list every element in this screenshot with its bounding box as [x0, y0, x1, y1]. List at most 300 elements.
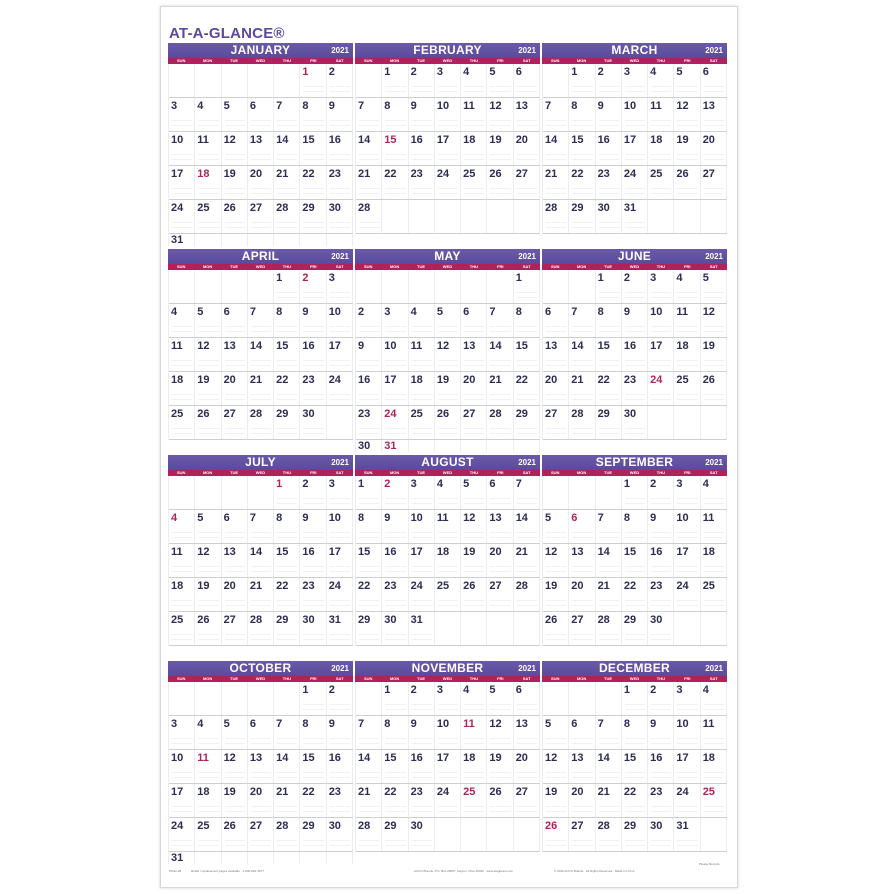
day-cell — [648, 200, 674, 233]
week-row — [356, 750, 540, 784]
day-cell — [674, 476, 700, 509]
writing-line — [599, 537, 619, 538]
writing-line — [198, 433, 218, 434]
writing-line — [359, 326, 379, 327]
day-number: 5 — [545, 718, 552, 730]
weekday-label: THU — [656, 470, 666, 475]
day-number: 2 — [302, 478, 309, 490]
writing-line — [330, 777, 350, 778]
writing-line — [385, 159, 405, 160]
day-cell — [435, 406, 461, 439]
day-cell — [648, 818, 674, 851]
day-number: 17 — [436, 134, 450, 146]
writing-line — [330, 537, 350, 538]
day-cell — [569, 612, 595, 645]
day-number: 11 — [676, 306, 689, 318]
day-cell — [514, 510, 540, 543]
day-cell — [622, 372, 648, 405]
writing-line — [517, 433, 537, 434]
day-number: 20 — [489, 546, 502, 558]
day-cell — [195, 234, 221, 246]
writing-line — [225, 394, 245, 395]
week-row — [356, 716, 540, 750]
writing-line — [303, 91, 323, 92]
day-cell — [409, 784, 435, 817]
writing-line — [412, 566, 432, 567]
day-number: 15 — [302, 752, 315, 764]
day-number: 16 — [302, 546, 315, 558]
writing-line — [464, 159, 484, 160]
writing-line — [572, 399, 592, 400]
day-cell — [356, 200, 382, 233]
day-number: 1 — [276, 478, 283, 490]
day-number: 22 — [302, 786, 315, 798]
writing-line — [303, 709, 323, 710]
day-number: 26 — [489, 786, 502, 798]
writing-line — [277, 772, 297, 773]
day-cell — [701, 682, 727, 715]
writing-line — [330, 571, 350, 572]
writing-line — [438, 704, 458, 705]
day-number: 7 — [489, 306, 496, 318]
writing-line — [359, 772, 379, 773]
writing-line — [359, 154, 379, 155]
day-number: 10 — [676, 512, 689, 524]
writing-line — [438, 365, 458, 366]
writing-line — [625, 428, 645, 429]
day-number: 16 — [328, 134, 341, 146]
day-number: 17 — [328, 340, 341, 352]
day-cell — [274, 612, 300, 645]
day-cell — [356, 64, 382, 97]
day-number: 2 — [302, 272, 309, 284]
day-number: 17 — [650, 340, 663, 352]
writing-line — [172, 566, 192, 567]
writing-line — [385, 188, 405, 189]
writing-line — [572, 125, 592, 126]
day-cell — [222, 476, 248, 509]
month-days — [168, 270, 353, 440]
writing-line — [198, 738, 218, 739]
day-number: 19 — [463, 546, 476, 558]
day-cell — [327, 64, 353, 97]
day-cell — [622, 200, 648, 233]
writing-line — [625, 571, 645, 572]
writing-line — [198, 743, 218, 744]
writing-line — [330, 709, 350, 710]
day-number: 4 — [650, 66, 657, 78]
writing-line — [438, 125, 458, 126]
writing-line — [677, 806, 697, 807]
day-number: 2 — [384, 478, 391, 490]
writing-line — [517, 154, 537, 155]
writing-line — [677, 159, 697, 160]
writing-line — [412, 159, 432, 160]
writing-line — [464, 120, 484, 121]
writing-line — [277, 193, 297, 194]
writing-line — [517, 503, 537, 504]
footer-code: PM12-28 — [169, 869, 182, 873]
writing-line — [625, 743, 645, 744]
writing-line — [677, 503, 697, 504]
day-number: 14 — [597, 752, 610, 764]
writing-line — [651, 91, 671, 92]
weekday-label: THU — [469, 58, 479, 63]
footer-left: Refills / replacement pages available · 1-800-822-1577 — [191, 869, 264, 873]
day-number: 15 — [384, 134, 397, 146]
writing-line — [546, 154, 566, 155]
day-cell — [543, 166, 569, 199]
writing-line — [251, 428, 271, 429]
writing-line — [651, 811, 671, 812]
writing-line — [359, 743, 379, 744]
week-row — [543, 270, 727, 304]
day-number: 18 — [197, 786, 210, 798]
weekday-label: TUE — [230, 264, 239, 269]
day-number: 4 — [676, 272, 683, 284]
writing-line — [572, 326, 592, 327]
day-cell — [382, 132, 408, 165]
writing-line — [572, 222, 592, 223]
day-number: 3 — [171, 100, 178, 112]
writing-line — [330, 154, 350, 155]
writing-line — [599, 811, 619, 812]
writing-line — [172, 365, 192, 366]
day-number: 31 — [676, 820, 689, 832]
day-cell — [596, 682, 622, 715]
writing-line — [251, 537, 271, 538]
day-cell — [435, 338, 461, 371]
day-number: 30 — [328, 820, 341, 832]
day-cell — [543, 406, 569, 439]
day-cell — [409, 338, 435, 371]
week-row — [169, 612, 353, 646]
day-number: 9 — [410, 718, 417, 730]
day-number: 27 — [571, 820, 584, 832]
day-cell — [514, 818, 540, 851]
day-cell — [622, 510, 648, 543]
day-cell — [248, 406, 274, 439]
writing-line — [385, 360, 405, 361]
day-number: 27 — [515, 786, 528, 798]
day-cell — [409, 372, 435, 405]
writing-line — [490, 743, 510, 744]
week-row — [543, 338, 727, 372]
writing-line — [677, 777, 697, 778]
month-days — [542, 476, 727, 646]
writing-line — [572, 188, 592, 189]
weekday-label: WED — [629, 470, 640, 475]
writing-line — [546, 120, 566, 121]
writing-line — [303, 811, 323, 812]
day-cell — [248, 818, 274, 851]
week-row — [169, 304, 353, 338]
writing-line — [277, 331, 297, 332]
writing-line — [172, 806, 192, 807]
day-cell — [701, 578, 727, 611]
weekday-label: SAT — [709, 58, 718, 63]
writing-line — [599, 772, 619, 773]
writing-line — [625, 537, 645, 538]
day-cell — [543, 510, 569, 543]
writing-line — [198, 428, 218, 429]
writing-line — [599, 91, 619, 92]
writing-line — [412, 605, 432, 606]
writing-line — [517, 571, 537, 572]
writing-line — [172, 777, 192, 778]
day-number: 26 — [702, 374, 715, 386]
writing-line — [517, 532, 537, 533]
writing-line — [651, 709, 671, 710]
day-cell — [435, 200, 461, 233]
month-header — [168, 249, 353, 264]
day-cell — [569, 64, 595, 97]
weekday-label: FRI — [684, 58, 691, 63]
day-cell — [409, 132, 435, 165]
writing-line — [599, 639, 619, 640]
day-number: 14 — [249, 340, 263, 352]
day-cell — [382, 440, 408, 452]
writing-line — [172, 634, 192, 635]
month-june — [542, 249, 727, 440]
day-cell — [487, 544, 513, 577]
writing-line — [251, 326, 271, 327]
writing-line — [546, 188, 566, 189]
day-number: 26 — [545, 614, 558, 626]
writing-line — [464, 811, 484, 812]
day-number: 29 — [384, 820, 397, 832]
day-number: 11 — [197, 752, 209, 764]
writing-line — [412, 86, 432, 87]
month-days — [355, 476, 540, 646]
day-cell — [461, 304, 487, 337]
writing-line — [412, 154, 432, 155]
writing-line — [599, 566, 619, 567]
day-number: 8 — [384, 100, 391, 112]
day-number: 24 — [410, 580, 423, 592]
writing-line — [385, 503, 405, 504]
writing-line — [464, 532, 484, 533]
day-cell — [274, 406, 300, 439]
day-cell — [648, 338, 674, 371]
writing-line — [438, 605, 458, 606]
day-cell — [300, 406, 326, 439]
day-number: 21 — [276, 168, 289, 180]
day-number: 27 — [223, 408, 236, 420]
day-cell — [435, 716, 461, 749]
day-cell — [461, 682, 487, 715]
writing-line — [704, 292, 724, 293]
writing-line — [359, 193, 379, 194]
day-number: 22 — [302, 168, 315, 180]
day-cell — [622, 750, 648, 783]
day-number: 23 — [650, 786, 663, 798]
month-name: JULY — [245, 455, 276, 469]
writing-line — [490, 120, 510, 121]
writing-line — [490, 159, 510, 160]
writing-line — [330, 365, 350, 366]
writing-line — [438, 811, 458, 812]
day-cell — [248, 510, 274, 543]
writing-line — [599, 600, 619, 601]
day-number: 13 — [571, 752, 584, 764]
writing-line — [412, 840, 432, 841]
weekday-label: FRI — [310, 676, 317, 681]
writing-line — [385, 433, 405, 434]
writing-line — [625, 433, 645, 434]
week-row — [543, 132, 727, 166]
writing-line — [225, 125, 245, 126]
day-cell — [461, 510, 487, 543]
day-cell — [300, 270, 326, 303]
writing-line — [385, 704, 405, 705]
day-number: 4 — [463, 684, 470, 696]
writing-line — [704, 360, 724, 361]
day-cell — [648, 784, 674, 817]
day-cell — [461, 64, 487, 97]
day-cell — [514, 578, 540, 611]
writing-line — [251, 125, 271, 126]
writing-line — [517, 811, 537, 812]
day-cell — [248, 750, 274, 783]
day-cell — [543, 612, 569, 645]
writing-line — [198, 193, 218, 194]
day-cell — [435, 132, 461, 165]
writing-line — [651, 605, 671, 606]
writing-line — [225, 600, 245, 601]
weekday-label: FRI — [684, 676, 691, 681]
writing-line — [464, 777, 484, 778]
day-number: 2 — [410, 66, 417, 78]
day-cell — [327, 132, 353, 165]
week-row — [169, 750, 353, 784]
writing-line — [385, 331, 405, 332]
day-number: 23 — [384, 580, 397, 592]
day-cell — [222, 304, 248, 337]
writing-line — [464, 772, 484, 773]
writing-line — [625, 120, 645, 121]
day-cell — [382, 200, 408, 233]
writing-line — [490, 738, 510, 739]
day-number: 1 — [623, 478, 630, 490]
writing-line — [385, 639, 405, 640]
writing-line — [385, 125, 405, 126]
writing-line — [599, 743, 619, 744]
writing-line — [303, 777, 323, 778]
day-number: 12 — [545, 752, 558, 764]
writing-line — [198, 365, 218, 366]
day-number: 3 — [171, 718, 178, 730]
writing-line — [385, 600, 405, 601]
day-cell — [274, 818, 300, 851]
writing-line — [251, 193, 271, 194]
writing-line — [599, 188, 619, 189]
day-cell — [248, 132, 274, 165]
month-name: DECEMBER — [598, 661, 671, 675]
day-number: 19 — [223, 168, 236, 180]
day-number: 10 — [623, 100, 637, 112]
writing-line — [490, 125, 510, 126]
day-number: 19 — [489, 752, 502, 764]
week-row — [356, 578, 540, 612]
day-number: 10 — [384, 340, 397, 352]
writing-line — [438, 360, 458, 361]
writing-line — [490, 498, 510, 499]
writing-line — [546, 600, 566, 601]
overflow-row — [169, 234, 353, 246]
week-row — [169, 682, 353, 716]
writing-line — [517, 91, 537, 92]
day-number: 4 — [171, 512, 178, 524]
day-number: 10 — [436, 100, 450, 112]
writing-line — [704, 91, 724, 92]
day-number: 10 — [328, 512, 341, 524]
weekday-label: SAT — [522, 676, 531, 681]
day-number: 12 — [223, 134, 236, 146]
writing-line — [277, 532, 297, 533]
day-number: 12 — [197, 340, 210, 352]
day-cell — [569, 132, 595, 165]
day-cell — [674, 270, 700, 303]
day-cell — [487, 818, 513, 851]
writing-line — [677, 326, 697, 327]
writing-line — [330, 806, 350, 807]
weekday-label: WED — [255, 264, 266, 269]
writing-line — [303, 331, 323, 332]
writing-line — [198, 571, 218, 572]
day-cell — [169, 852, 195, 864]
writing-line — [172, 738, 192, 739]
writing-line — [625, 503, 645, 504]
writing-line — [546, 433, 566, 434]
writing-line — [251, 777, 271, 778]
day-cell — [461, 784, 487, 817]
writing-line — [651, 297, 671, 298]
day-cell — [514, 166, 540, 199]
day-number: 27 — [249, 202, 263, 214]
weekday-label: TUE — [604, 58, 613, 63]
writing-line — [303, 297, 323, 298]
writing-line — [651, 360, 671, 361]
writing-line — [704, 571, 724, 572]
writing-line — [704, 326, 724, 327]
writing-line — [198, 840, 218, 841]
writing-line — [625, 772, 645, 773]
writing-line — [225, 777, 245, 778]
writing-line — [412, 845, 432, 846]
day-cell — [195, 750, 221, 783]
writing-line — [625, 777, 645, 778]
writing-line — [651, 365, 671, 366]
day-number: 20 — [463, 374, 476, 386]
weekday-label: MON — [389, 676, 400, 681]
day-cell — [274, 64, 300, 97]
writing-line — [172, 772, 192, 773]
weekday-label: SAT — [335, 264, 344, 269]
month-year: 2021 — [331, 252, 349, 261]
day-number: 1 — [515, 272, 522, 284]
day-cell — [648, 510, 674, 543]
writing-line — [330, 840, 350, 841]
day-number: 8 — [276, 306, 283, 318]
day-number: 18 — [702, 546, 715, 558]
writing-line — [651, 120, 671, 121]
day-cell — [169, 304, 195, 337]
day-number: 29 — [571, 202, 584, 214]
writing-line — [277, 292, 297, 293]
day-number: 4 — [702, 478, 709, 490]
weekday-label: WED — [255, 58, 266, 63]
